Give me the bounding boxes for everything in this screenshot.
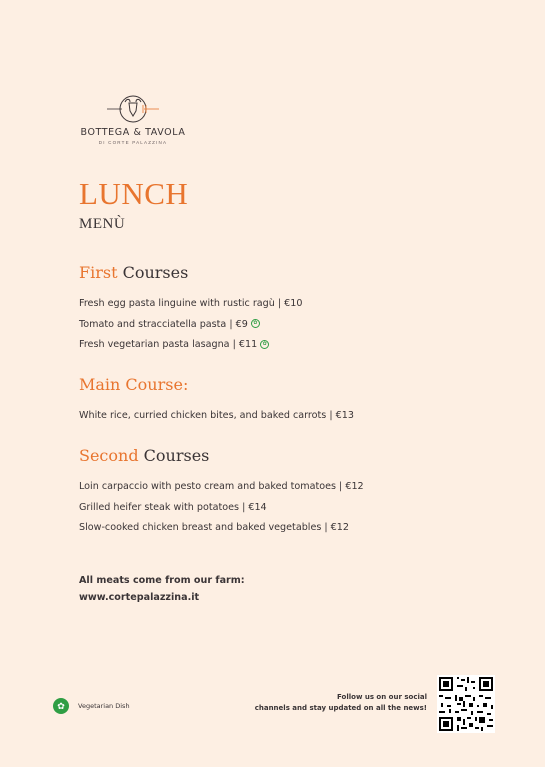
menu-item — [79, 498, 364, 519]
menu-item — [79, 294, 302, 315]
social-follow-text — [255, 692, 427, 714]
brand-name: BOTTEGA & TAVOLA — [80, 127, 186, 138]
menu-item — [79, 315, 302, 336]
menu-item-text: Grilled heifer steak with potatoes | €14 — [79, 501, 267, 513]
brand-subname: DI CORTE PALAZZINA — [98, 140, 168, 145]
section-title-accent: First — [79, 263, 118, 282]
follow-line-1: Follow us on our social — [337, 693, 427, 701]
section-title-rest: Courses — [117, 263, 189, 282]
section-first-courses — [79, 265, 302, 356]
website-link[interactable]: www.cortepalazzina.it — [79, 592, 200, 603]
menu-item — [79, 518, 364, 539]
menu-item-text: Fresh vegetarian pasta lasagna | €11 — [79, 339, 258, 350]
menu-title: LUNCH — [79, 176, 189, 211]
menu-item-text: Tomato and stracciatella pasta | €9 — [79, 318, 248, 330]
follow-line-2: channels and stay updated on all the news! — [254, 704, 427, 712]
menu-item-text: Loin carpaccio with pesto cream and baked tomatoes | €12 — [79, 481, 364, 492]
menu-item-text: Slow-cooked chicken breast and baked vegetables | €12 — [79, 522, 349, 533]
qr-code-icon[interactable] — [437, 675, 495, 733]
section-title — [79, 448, 364, 464]
menu-item — [79, 335, 302, 356]
farm-note — [79, 572, 245, 606]
menu-item-text: Fresh egg pasta linguine with rustic ragù | €10 — [79, 298, 303, 309]
section-title-accent: Main Course: — [79, 375, 189, 394]
menu-subtitle: MENÙ — [79, 216, 126, 232]
farm-note-text: All meats come from our farm: — [79, 575, 245, 586]
vegetarian-icon: ✿ — [53, 698, 69, 714]
legend-label: Vegetarian Dish — [78, 702, 130, 710]
bull-head-logo-icon — [105, 94, 161, 126]
section-title-rest: Courses — [138, 446, 210, 465]
section-title-accent: Second — [79, 446, 139, 465]
vegetarian-legend — [53, 698, 130, 714]
vegetarian-icon: ✿ — [260, 340, 269, 349]
vegetarian-icon: ✿ — [251, 319, 260, 328]
section-title — [79, 265, 302, 281]
menu-item — [79, 406, 354, 427]
menu-item — [79, 477, 364, 498]
section-title — [79, 377, 354, 393]
section-main-course — [79, 377, 354, 427]
brand-logo — [78, 94, 188, 145]
menu-item-text: White rice, curried chicken bites, and baked carrots | €13 — [79, 410, 354, 421]
section-second-courses — [79, 448, 364, 539]
